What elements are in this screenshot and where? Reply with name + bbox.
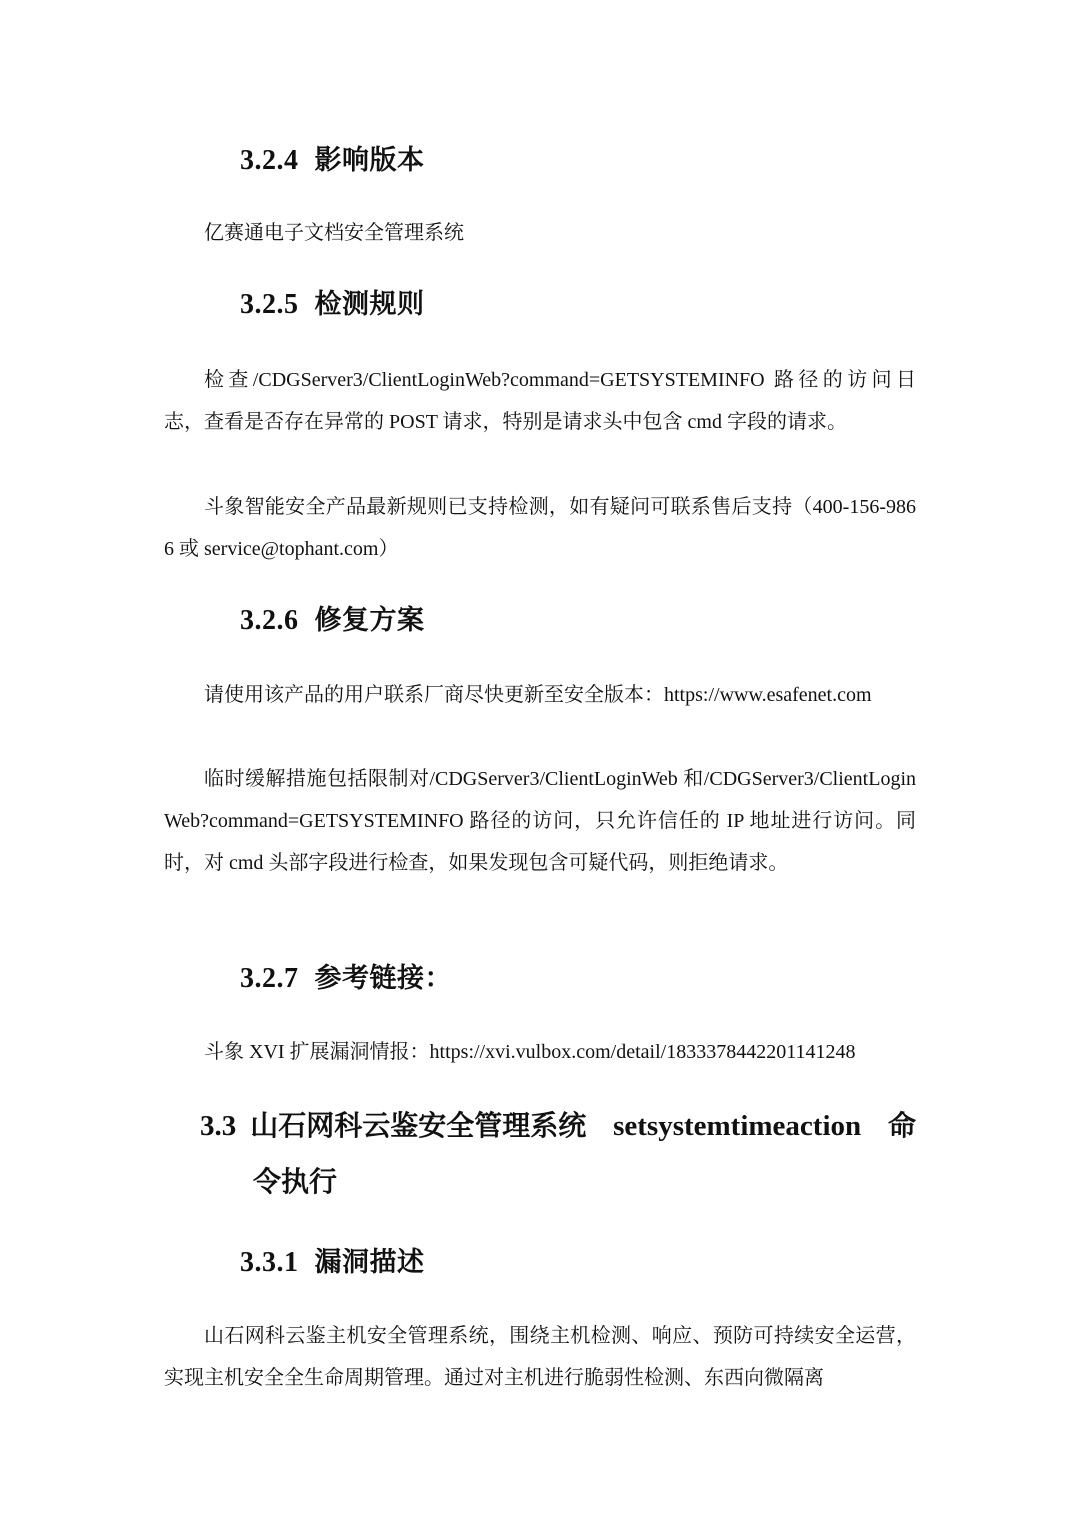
paragraph-vuln-description: 山石网科云鉴主机安全管理系统，围绕主机检测、响应、预防可持续安全运营，实现主机安全全生命周期管理。通过对主机进行脆弱性检测、东西向微隔离 [164,1325,916,1389]
heading-title-latin: setsystemtimeaction [613,1110,862,1142]
heading-3-2-7 [240,962,452,996]
heading-number: 3.3 [200,1110,237,1142]
heading-number: 3.2.4 [240,145,299,176]
heading-title: 检测规则 [314,289,425,320]
paragraph-affected-versions: 亿赛通电子文档安全管理系统 [204,222,464,244]
paragraph-detection-support: 斗象智能安全产品最新规则已支持检测，如有疑问可联系售后支持（400-156-9866 或 service@tophant.com） [164,496,916,560]
heading-3-2-4 [240,144,425,178]
heading-3-2-6 [240,604,425,638]
paragraph-fix-mitigation: 临时缓解措施包括限制对/CDGServer3/ClientLoginWeb 和/CDGServer3/ClientLoginWeb?command=GETSYSTEMINFO 路径的访问，只允许信任的 IP 地址进行访问。同时，对 cmd 头部字段进行检查，如果发现包含可疑代码，则拒绝请求。 [164,768,916,874]
paragraph-reference-link: 斗象 XVI 扩展漏洞情报：https://xvi.vulbox.com/detail/1833378442201141248 [204,1041,856,1063]
heading-3-3-1 [240,1246,425,1280]
heading-title-part2: 命 [887,1109,916,1142]
heading-title-line2: 令执行 [253,1165,338,1198]
heading-number: 3.2.6 [240,605,299,636]
heading-title: 漏洞描述 [314,1247,425,1278]
heading-number: 3.2.5 [240,289,299,320]
heading-number: 3.3.1 [240,1247,299,1278]
heading-title-part1: 山石网科云鉴安全管理系统 [250,1109,587,1142]
heading-title: 修复方案 [314,605,425,636]
heading-3-2-5 [240,288,425,322]
heading-title: 影响版本 [314,145,425,176]
heading-title: 参考链接： [314,963,452,994]
paragraph-detection-rule: 检查/CDGServer3/ClientLoginWeb?command=GETSYSTEMINFO 路径的访问日志，查看是否存在异常的 POST 请求，特别是请求头中包含 cmd 字段的请求。 [164,369,916,433]
paragraph-fix-update: 请使用该产品的用户联系厂商尽快更新至安全版本：https://www.esafenet.com [204,684,872,706]
heading-3-3 [200,1098,916,1210]
heading-number: 3.2.7 [240,963,299,994]
